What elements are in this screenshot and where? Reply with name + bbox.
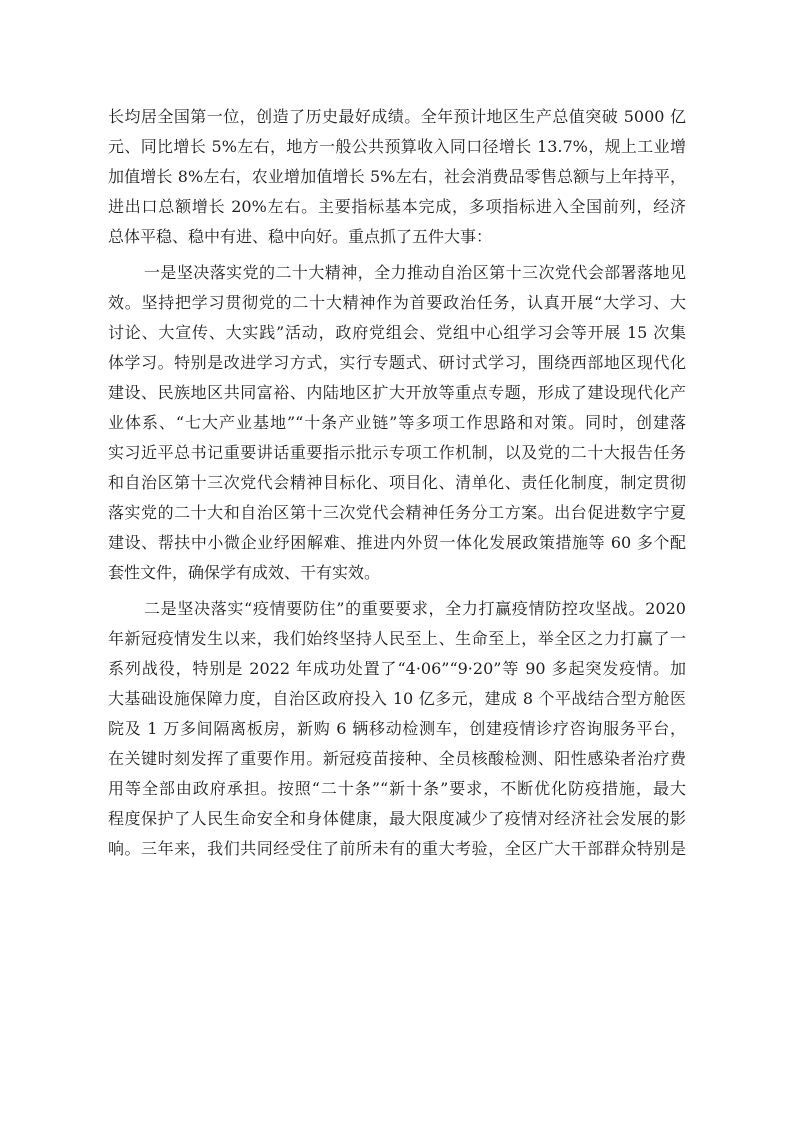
document-body	[108, 102, 686, 864]
paragraph-party-congress	[108, 258, 686, 588]
text-line: 体学习。特别是改进学习方式，实行专题式、研讨式学习，围绕西部地区现代化	[108, 353, 686, 372]
text-line: 响。三年来，我们共同经受住了前所未有的重大考验，全区广大干部群众特别是	[108, 839, 686, 858]
text-line: 和自治区第十三次党代会精神目标化、项目化、清单化、责任化制度，制定贯彻	[108, 473, 686, 492]
text-line: 建设、帮扶中小微企业纾困解难、推进内外贸一体化发展政策措施等 60 多个配	[108, 533, 686, 552]
text-line: 元、同比增长 5%左右，地方一般公共预算收入同口径增长 13.7%，规上工业增	[108, 137, 686, 156]
paragraph-economy-summary	[108, 102, 686, 252]
text-line: 建设、民族地区共同富裕、内陆地区扩大开放等重点专题，形成了建设现代化产	[108, 383, 686, 402]
text-line: 进出口总额增长 20%左右。主要指标基本完成，多项指标进入全国前列，经济	[108, 197, 686, 216]
text-line: 业体系、“七大产业基地”“十条产业链”等多项工作思路和对策。同时，创建落	[108, 413, 686, 432]
text-line: 二是坚决落实“疫情要防住”的重要要求，全力打赢疫情防控攻坚战。2020	[144, 599, 686, 618]
text-line: 程度保护了人民生命安全和身体健康，最大限度减少了疫情对经济社会发展的影	[108, 809, 686, 828]
text-line: 院及 1 万多间隔离板房，新购 6 辆移动检测车，创建疫情诊疗咨询服务平台，	[108, 719, 686, 738]
text-line: 套性文件，确保学有成效、干有实效。	[108, 563, 381, 582]
text-line: 一是坚决落实党的二十大精神，全力推动自治区第十三次党代会部署落地见	[144, 263, 686, 282]
text-line: 年新冠疫情发生以来，我们始终坚持人民至上、生命至上，举全区之力打赢了一	[108, 629, 686, 648]
text-line: 长均居全国第一位，创造了历史最好成绩。全年预计地区生产总值突破 5000 亿	[108, 107, 686, 126]
text-line: 大基础设施保障力度，自治区政府投入 10 亿多元，建成 8 个平战结合型方舱医	[108, 689, 686, 708]
text-line: 在关键时刻发挥了重要作用。新冠疫苗接种、全员核酸检测、阳性感染者治疗费	[108, 749, 686, 768]
text-line: 总体平稳、稳中有进、稳中向好。重点抓了五件大事：	[108, 227, 493, 246]
paragraph-epidemic-control	[108, 594, 686, 864]
text-line: 系列战役，特别是 2022 年成功处置了“4·06”“9·20”等 90 多起突发疫情。加	[108, 659, 686, 678]
text-line: 用等全部由政府承担。按照“二十条”“新十条”要求，不断优化防疫措施，最大	[108, 779, 686, 798]
text-line: 讨论、大宣传、大实践”活动，政府党组会、党组中心组学习会等开展 15 次集	[108, 323, 686, 342]
text-line: 落实党的二十大和自治区第十三次党代会精神任务分工方案。出台促进数字宁夏	[108, 503, 686, 522]
text-line: 加值增长 8%左右，农业增加值增长 5%左右，社会消费品零售总额与上年持平，	[108, 167, 686, 186]
text-line: 效。坚持把学习贯彻党的二十大精神作为首要政治任务，认真开展“大学习、大	[108, 293, 686, 312]
text-line: 实习近平总书记重要讲话重要指示批示专项工作机制，以及党的二十大报告任务	[108, 443, 686, 462]
